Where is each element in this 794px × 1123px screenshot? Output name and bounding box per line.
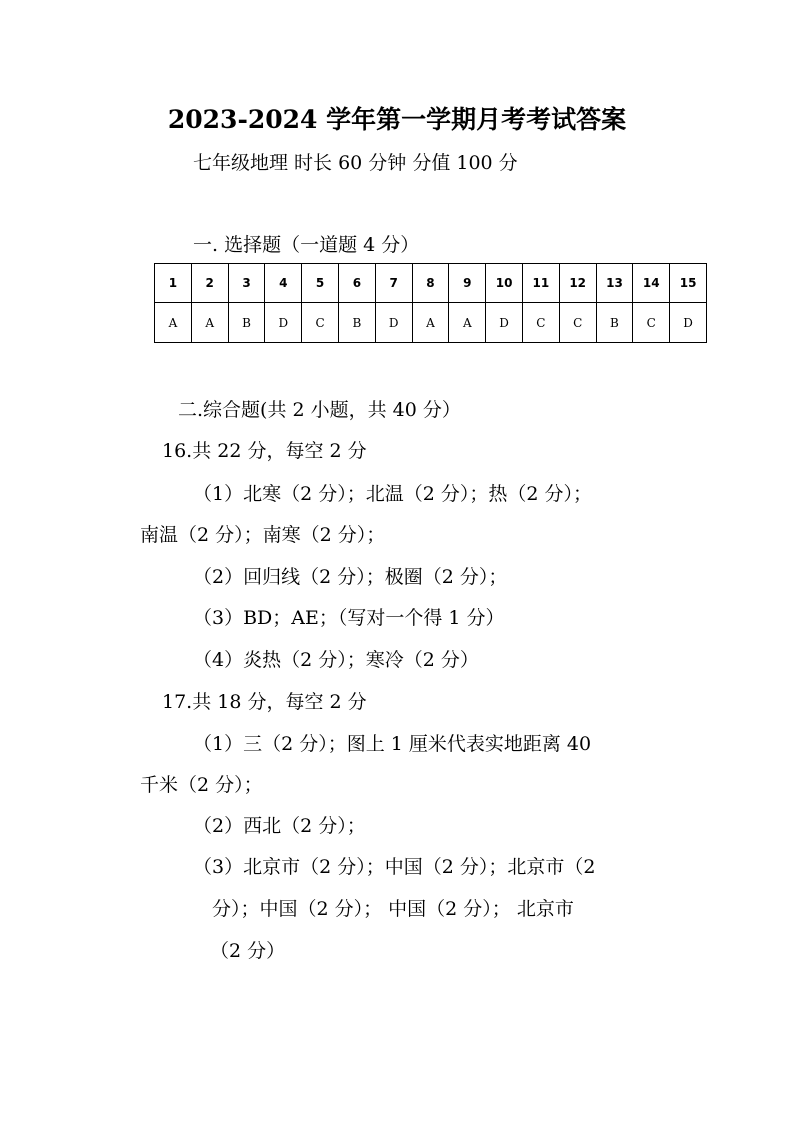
- question-number: 6: [338, 264, 375, 303]
- question-number: 15: [670, 264, 707, 303]
- question-number: 2: [191, 264, 228, 303]
- question-number: 10: [486, 264, 523, 303]
- question-number: 9: [449, 264, 486, 303]
- q16-header: 16.共 22 分，每空 2 分: [162, 440, 367, 462]
- section1-heading: 一. 选择题（一道题 4 分）: [193, 234, 420, 256]
- question-number: 1: [155, 264, 192, 303]
- q17-part2: （2）西北（2 分）；: [193, 815, 366, 837]
- exam-info: 七年级地理 时长 60 分钟 分值 100 分: [193, 152, 518, 174]
- answer-cell: C: [522, 303, 559, 343]
- q16-part4: （4）炎热（2 分）；寒冷（2 分）: [193, 649, 479, 671]
- question-number: 12: [559, 264, 596, 303]
- q16-part1-line2: 南温（2 分）；南寒（2 分）；: [140, 524, 386, 546]
- question-number: 13: [596, 264, 633, 303]
- answer-cell: D: [670, 303, 707, 343]
- answer-cell: C: [633, 303, 670, 343]
- answer-table: [154, 263, 707, 343]
- q17-header: 17.共 18 分，每空 2 分: [162, 691, 367, 713]
- q17-part1-line1: （1）三（2 分）；图上 1 厘米代表实地距离 40: [193, 733, 592, 755]
- answer-cell: A: [191, 303, 228, 343]
- question-number: 11: [522, 264, 559, 303]
- answer-row: [155, 303, 707, 343]
- q16-part3: （3）BD；AE；（写对一个得 1 分）: [193, 607, 505, 629]
- q16-part2: （2）回归线（2 分）；极圈（2 分）；: [193, 566, 508, 588]
- answer-cell: D: [486, 303, 523, 343]
- question-number-row: [155, 264, 707, 303]
- question-number: 14: [633, 264, 670, 303]
- question-number: 8: [412, 264, 449, 303]
- answer-cell: B: [338, 303, 375, 343]
- answer-cell: A: [412, 303, 449, 343]
- q17-part3-line3: （2 分）: [210, 940, 286, 962]
- q16-part1-line1: （1）北寒（2 分）；北温（2 分）；热（2 分）；: [193, 483, 592, 505]
- answer-cell: B: [228, 303, 265, 343]
- q17-part3-line2: 分）；中国（2 分）； 中国（2 分）； 北京市: [212, 898, 574, 920]
- answer-cell: C: [302, 303, 339, 343]
- answer-cell: C: [559, 303, 596, 343]
- question-number: 4: [265, 264, 302, 303]
- answer-cell: A: [449, 303, 486, 343]
- q17-part1-line2: 千米（2 分）；: [140, 774, 263, 796]
- question-number: 7: [375, 264, 412, 303]
- page-title: 2023-2024 学年第一学期月考考试答案: [167, 105, 627, 134]
- answer-cell: D: [265, 303, 302, 343]
- q17-part3-line1: （3）北京市（2 分）；中国（2 分）；北京市（2: [193, 856, 596, 878]
- answer-cell: A: [155, 303, 192, 343]
- question-number: 3: [228, 264, 265, 303]
- answer-cell: D: [375, 303, 412, 343]
- question-number: 5: [302, 264, 339, 303]
- section2-heading: 二.综合题(共 2 小题，共 40 分）: [178, 399, 461, 421]
- answer-cell: B: [596, 303, 633, 343]
